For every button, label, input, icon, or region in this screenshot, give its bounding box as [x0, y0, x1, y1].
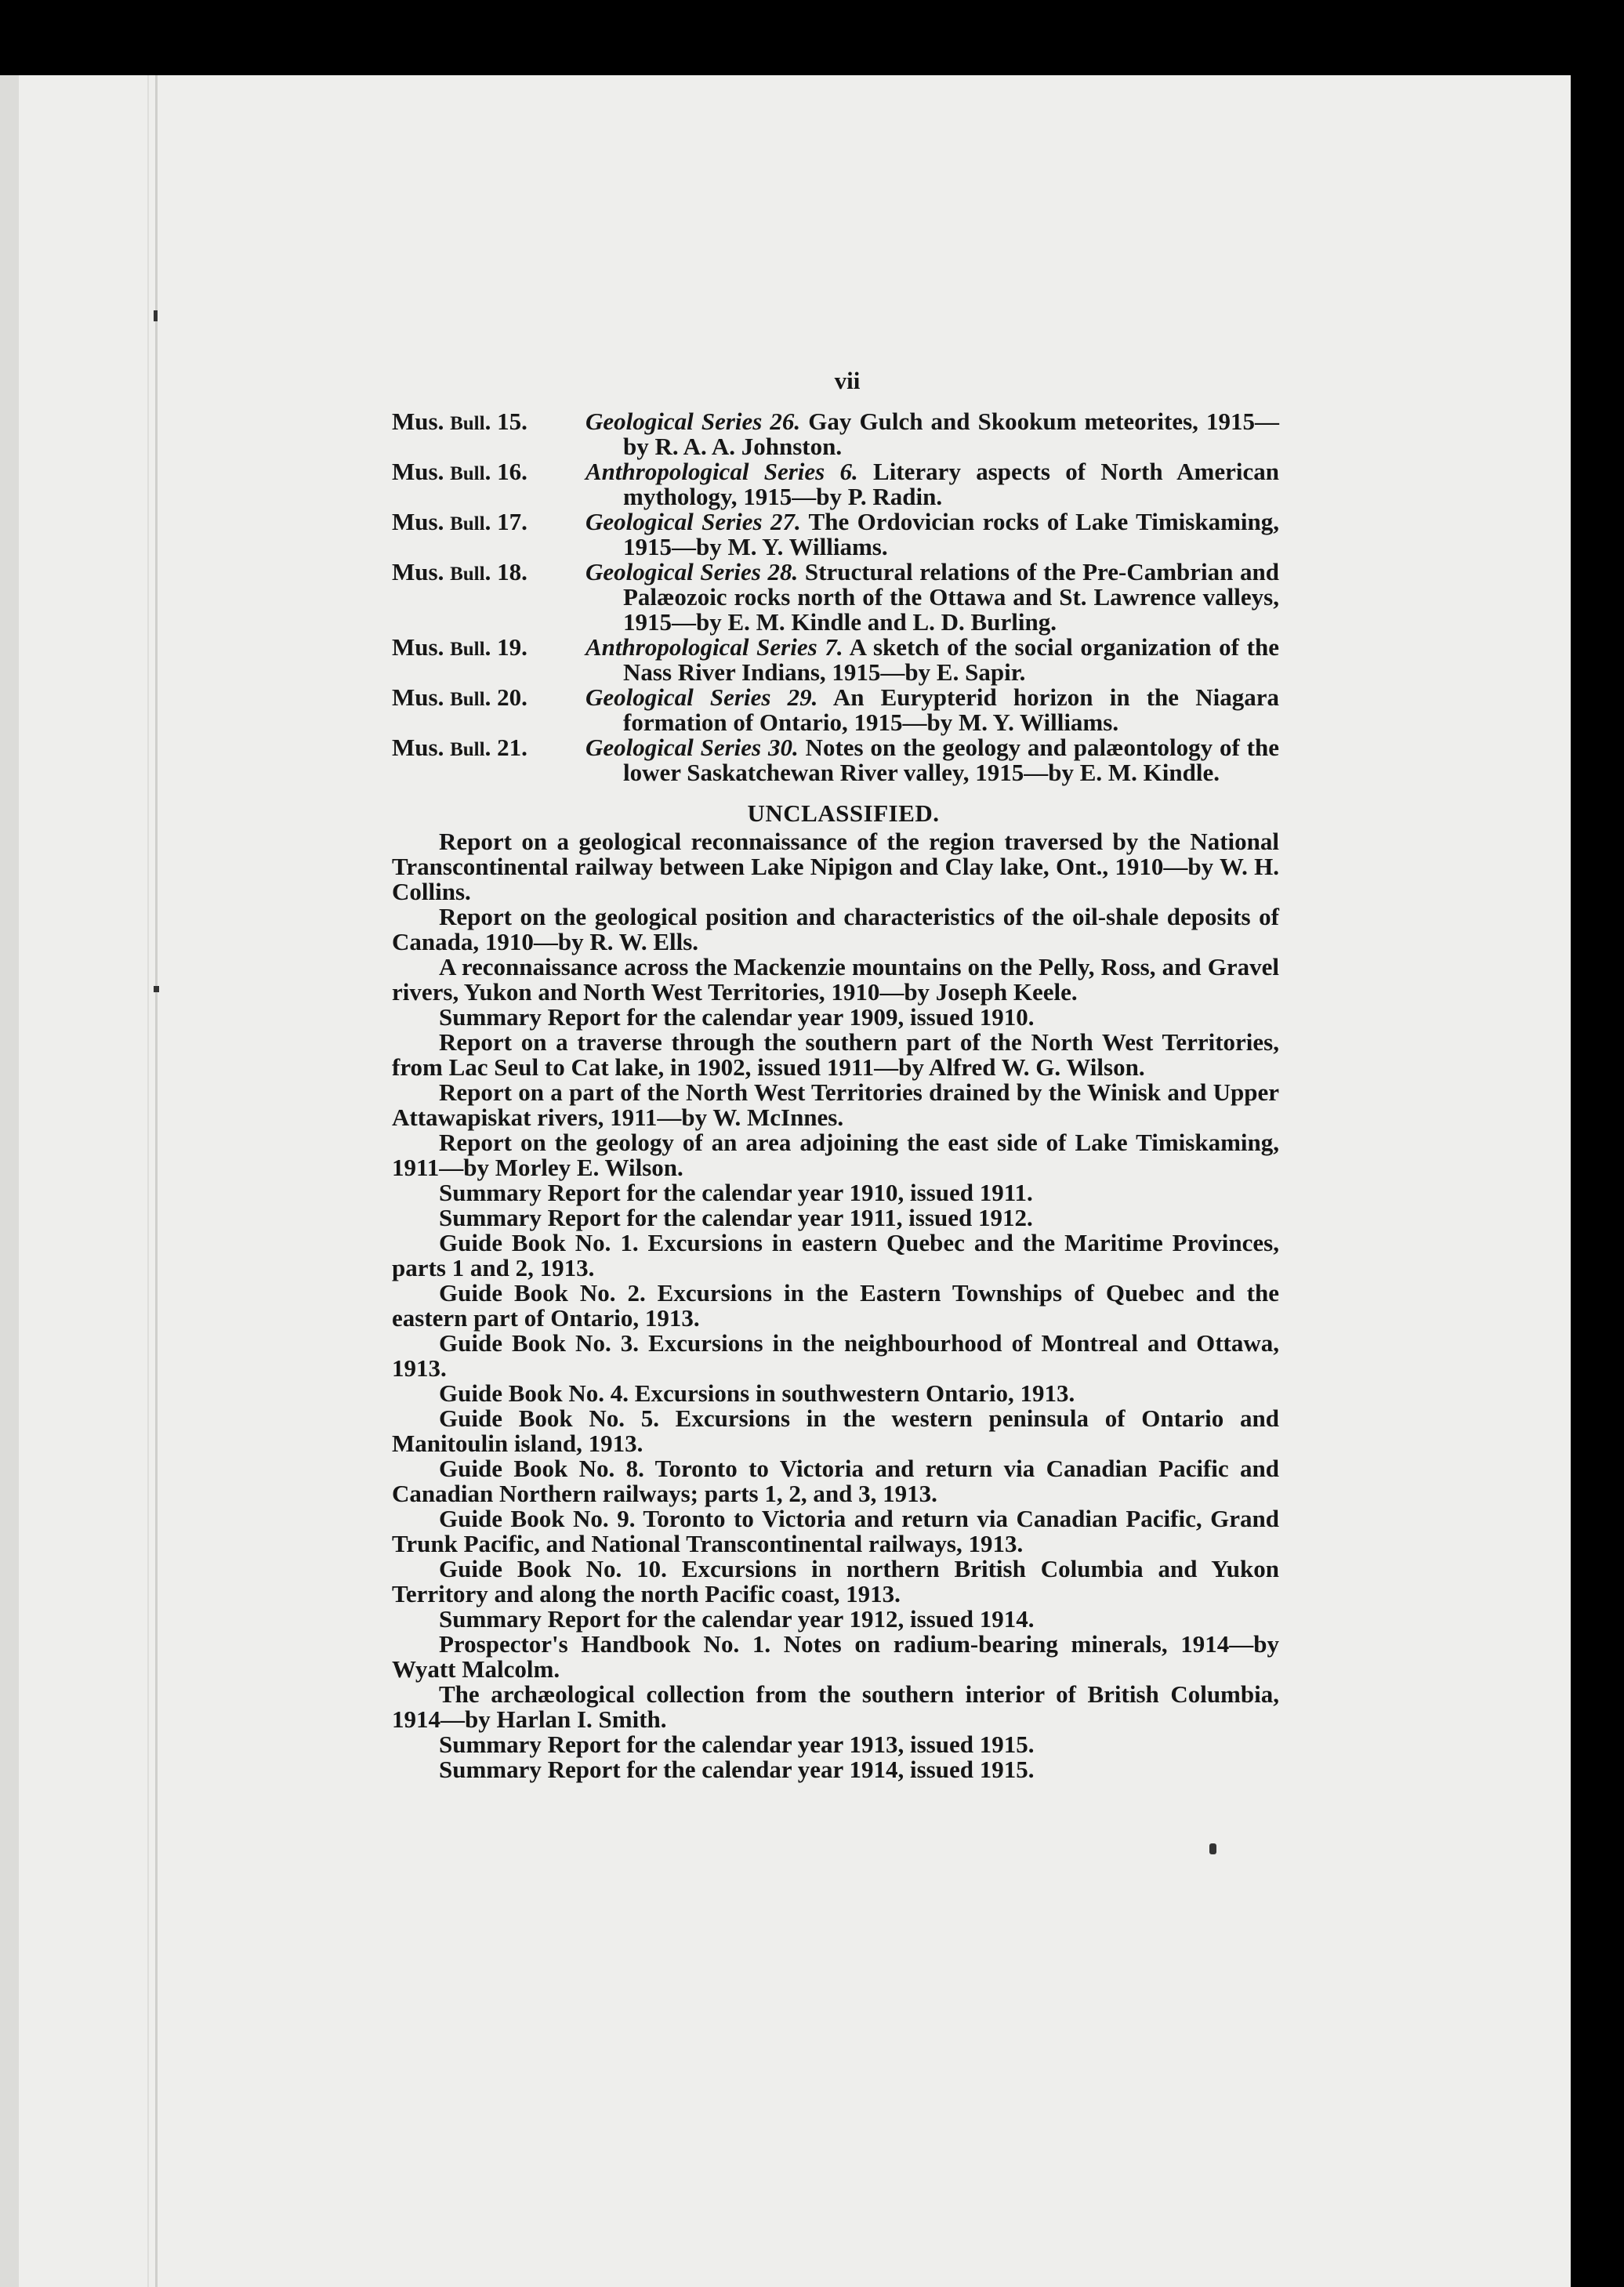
bulletin-label: Mus. Bull. 16. [392, 458, 527, 485]
bulletin-entry [392, 560, 1279, 635]
unclassified-list [392, 829, 1279, 1782]
bulletin-label: Mus. Bull. 17. [392, 508, 527, 535]
bulletin-entry [392, 685, 1279, 735]
bulletin-description: Geological Series 28. Structural relations of the Pre-Cambrian and Palæozoic rocks north of the Ottawa and St. Lawrence valleys, 1915—by E. M. Kindle and L. D. Burling. [585, 558, 1279, 636]
list-item: The archæological collection from the southern interior of British Columbia, 1914—by Harlan I. Smith. [392, 1680, 1279, 1733]
bulletin-description: Geological Series 30. Notes on the geology and palæontology of the lower Saskatchewan River valley, 1915—by E. M. Kindle. [585, 734, 1280, 786]
bulletin-entry [392, 459, 1279, 509]
bulletin-description: Anthropological Series 7. A sketch of the social organization of the Nass River Indians, 1915—by E. Sapir. [585, 633, 1280, 686]
bulletin-description: Geological Series 29. An Eurypterid horizon in the Niagara formation of Ontario, 1915—by M. Y. Williams. [585, 683, 1279, 736]
page-number: vii [834, 367, 861, 394]
list-item: Report on the geological position and characteristics of the oil-shale deposits of Canada, 1910—by R. W. Ells. [392, 903, 1279, 955]
bulletin-description: Anthropological Series 6. Literary aspects of North American mythology, 1915—by P. Radin. [585, 458, 1279, 510]
list-item: Report on a traverse through the southern part of the North West Territories, from Lac Seul to Cat lake, in 1902, issued 1911—by Alfred W. G. Wilson. [392, 1028, 1279, 1081]
ink-speck [1209, 1843, 1216, 1854]
list-item: Guide Book No. 10. Excursions in northern British Columbia and Yukon Territory and along the north Pacific coast, 1913. [392, 1555, 1279, 1607]
list-item: Summary Report for the calendar year 1912, issued 1914. [439, 1605, 1035, 1633]
list-item: Summary Report for the calendar year 1910, issued 1911. [439, 1179, 1033, 1206]
margin-mark [154, 310, 158, 321]
list-item: Report on a part of the North West Territories drained by the Winisk and Upper Attawapiskat rivers, 1911—by W. McInnes. [392, 1078, 1279, 1131]
bulletin-description: Geological Series 26. Gay Gulch and Skookum meteorites, 1915—by R. A. A. Johnston. [585, 408, 1280, 460]
bulletin-entry [392, 509, 1279, 560]
list-item: Summary Report for the calendar year 1913, issued 1915. [439, 1731, 1035, 1758]
bulletin-label: Mus. Bull. 15. [392, 408, 527, 435]
list-item: Guide Book No. 2. Excursions in the Eastern Townships of Quebec and the eastern part of Ontario, 1913. [392, 1279, 1279, 1332]
series-name: Geological Series 27. [585, 508, 801, 535]
fold-line [155, 75, 158, 2287]
margin-mark [154, 986, 159, 992]
bulletin-entry [392, 409, 1279, 459]
series-name: Geological Series 28. [585, 558, 799, 585]
list-item: Guide Book No. 1. Excursions in eastern Quebec and the Maritime Provinces, parts 1 and 2, 1913. [392, 1229, 1279, 1281]
list-item: Guide Book No. 8. Toronto to Victoria and return via Canadian Pacific and Canadian Northern railways; parts 1, 2, and 3, 1913. [392, 1455, 1279, 1507]
series-name: Anthropological Series 6. [585, 458, 858, 485]
list-item: Summary Report for the calendar year 1914, issued 1915. [439, 1756, 1035, 1783]
list-item: Guide Book No. 9. Toronto to Victoria and return via Canadian Pacific, Grand Trunk Pacific, and National Transcontinental railways, 1913. [392, 1505, 1279, 1557]
bulletin-label: Mus. Bull. 19. [392, 633, 527, 661]
bulletin-list [392, 409, 1279, 785]
series-name: Geological Series 26. [585, 408, 801, 435]
list-item: Prospector's Handbook No. 1. Notes on radium-bearing minerals, 1914—by Wyatt Malcolm. [392, 1630, 1279, 1683]
list-item: Report on a geological reconnaissance of the region traversed by the National Transcontinental railway between Lake Nipigon and Clay lake, Ont., 1910—by W. H. Collins. [392, 828, 1279, 905]
list-item: Summary Report for the calendar year 1909, issued 1910. [439, 1003, 1035, 1031]
list-item: Guide Book No. 4. Excursions in southwestern Ontario, 1913. [439, 1379, 1075, 1407]
bulletin-label: Mus. Bull. 21. [392, 734, 527, 761]
list-item: Guide Book No. 5. Excursions in the western peninsula of Ontario and Manitoulin island, 1913. [392, 1404, 1279, 1457]
list-item: Report on the geology of an area adjoining the east side of Lake Timiskaming, 1911—by Morley E. Wilson. [392, 1129, 1279, 1181]
bulletin-label: Mus. Bull. 20. [392, 683, 527, 711]
list-item: A reconnaissance across the Mackenzie mountains on the Pelly, Ross, and Gravel rivers, Yukon and North West Territories, 1910—by Joseph Keele. [392, 953, 1279, 1006]
fold-line-secondary [147, 75, 149, 2287]
bulletin-entry [392, 735, 1279, 785]
series-name: Geological Series 29. [585, 683, 818, 711]
series-name: Geological Series 30. [585, 734, 799, 761]
list-item: Guide Book No. 3. Excursions in the neighbourhood of Montreal and Ottawa, 1913. [392, 1329, 1279, 1382]
list-item: Summary Report for the calendar year 1911, issued 1912. [439, 1204, 1033, 1231]
bulletin-description: Geological Series 27. The Ordovician rocks of Lake Timiskaming, 1915—by M. Y. Williams. [585, 508, 1279, 560]
page-edge [0, 75, 19, 2287]
series-name: Anthropological Series 7. [585, 633, 843, 661]
bulletin-entry [392, 635, 1279, 685]
page-content [392, 368, 1279, 1782]
bulletin-label: Mus. Bull. 18. [392, 558, 527, 585]
section-heading: UNCLASSIFIED. [747, 799, 940, 827]
